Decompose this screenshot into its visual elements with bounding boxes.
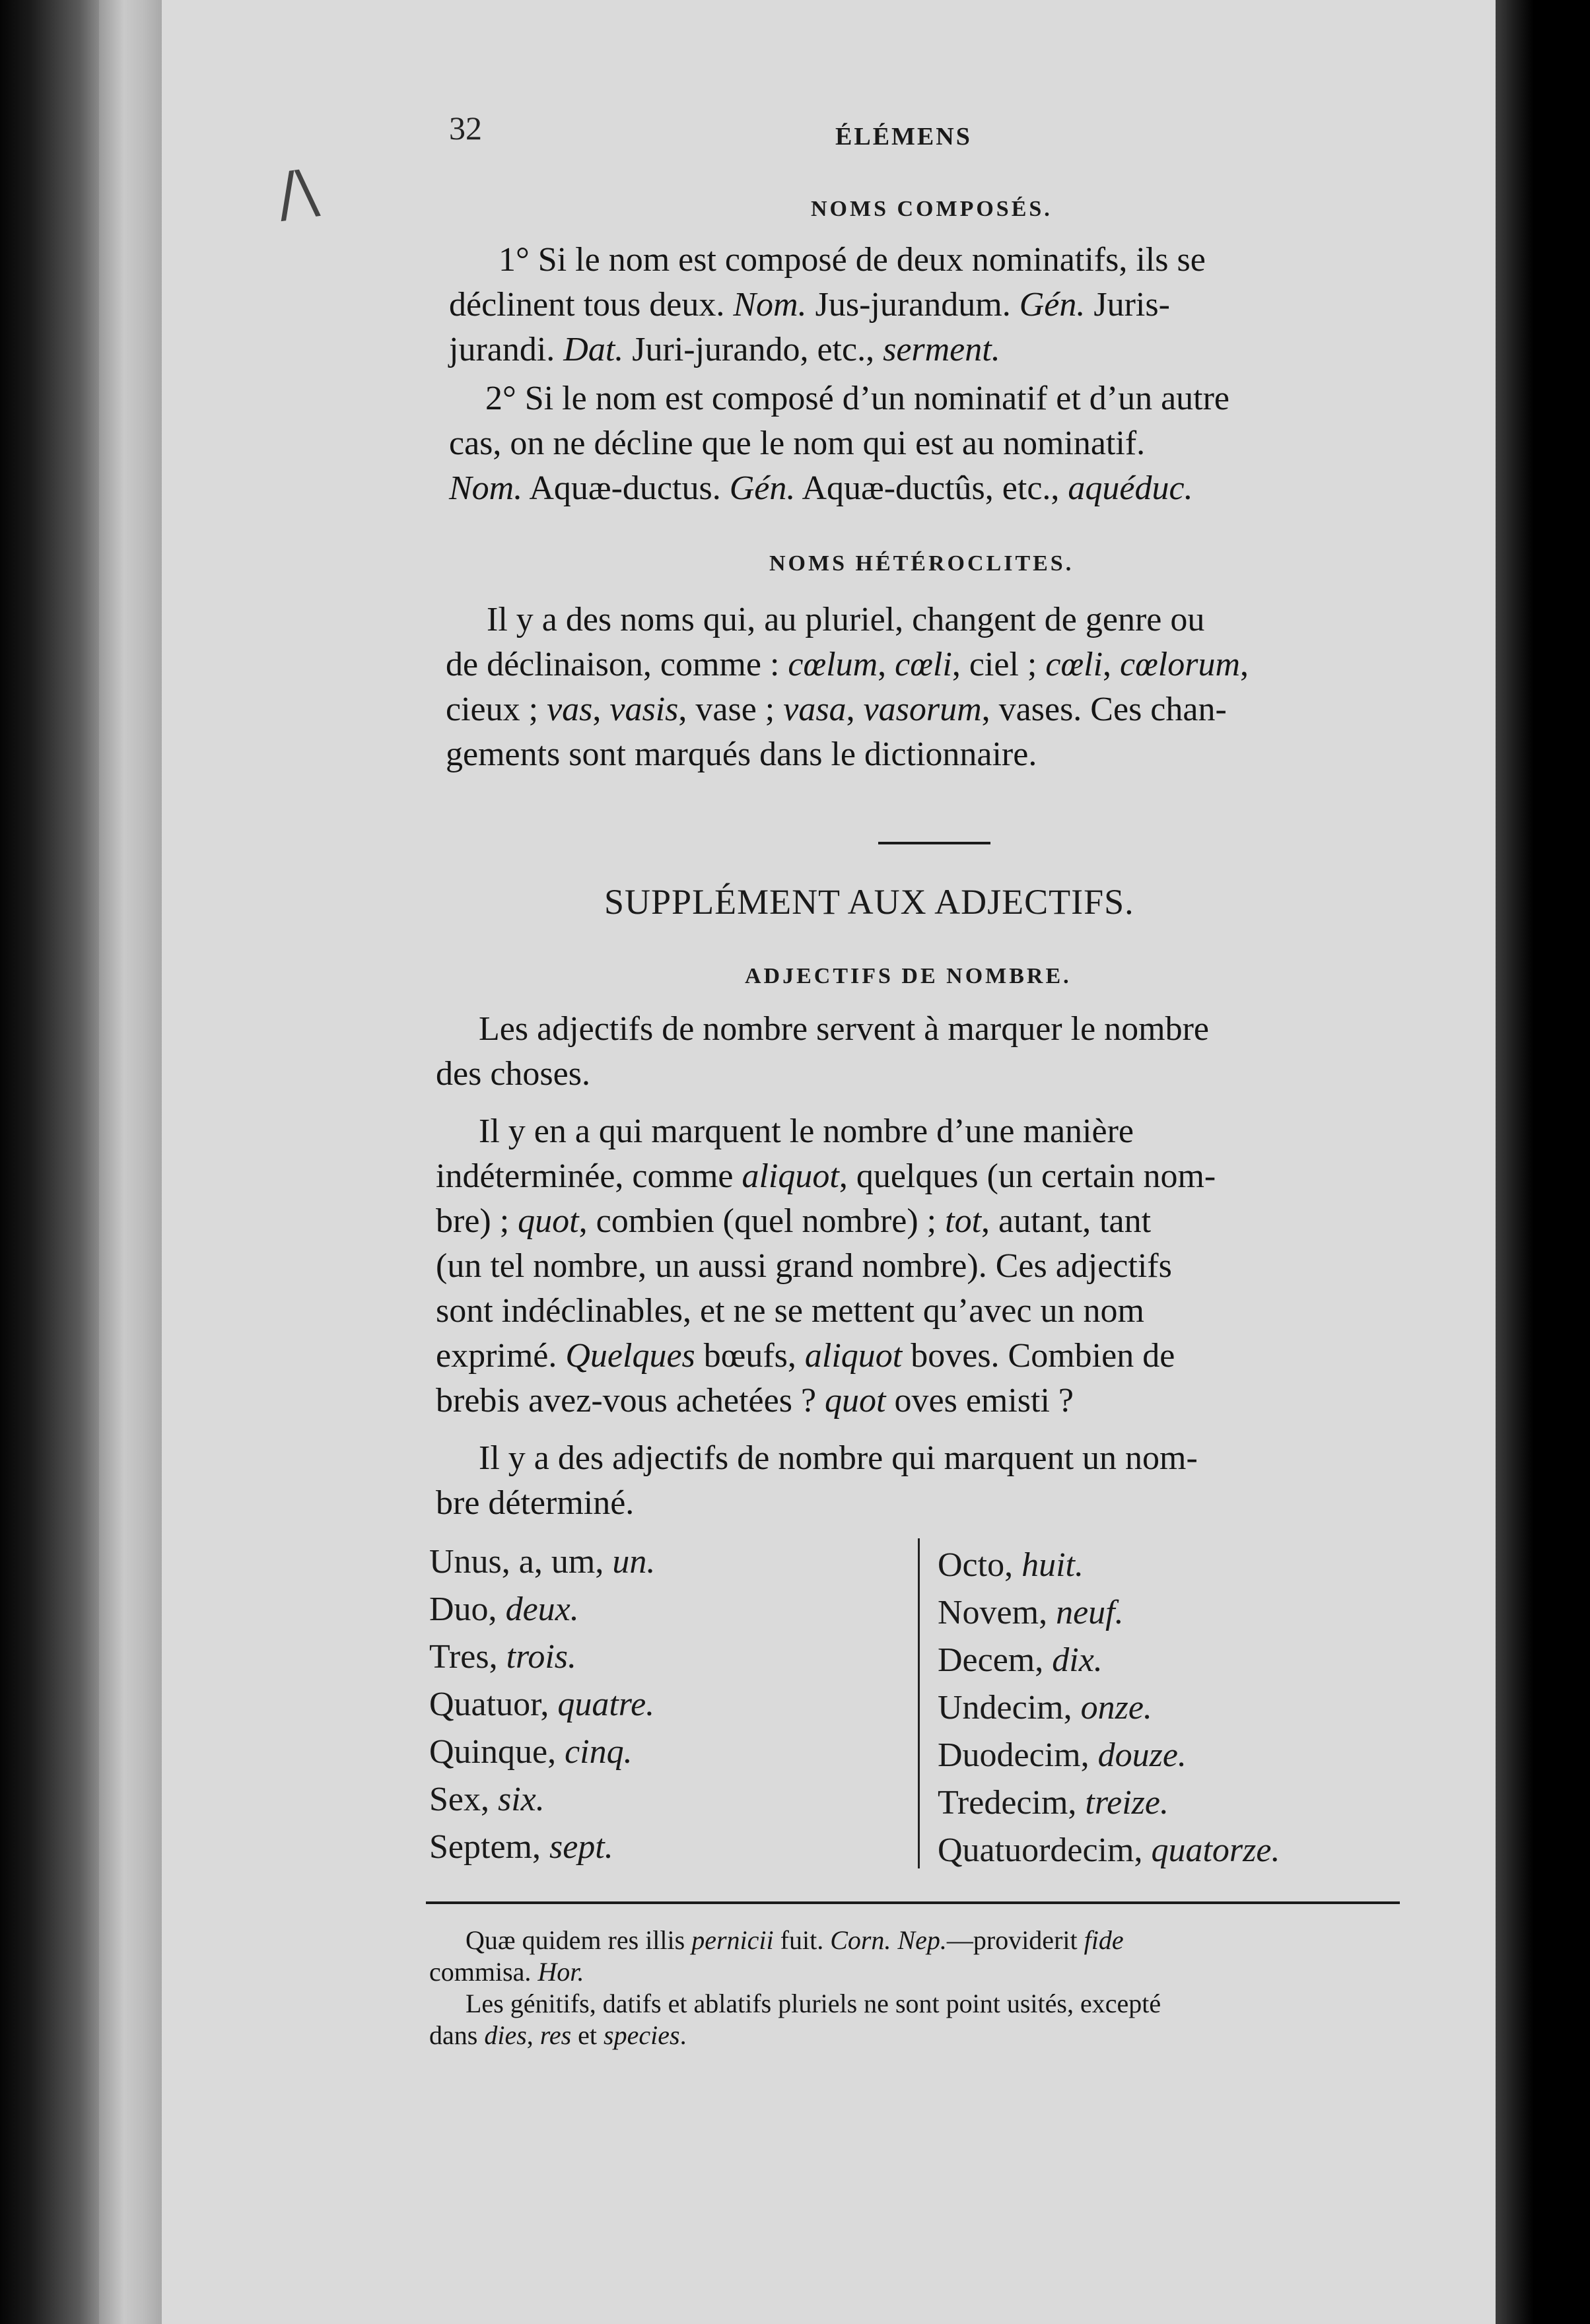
text-line [436, 1154, 1420, 1199]
number-row [429, 1633, 655, 1681]
text-span: Jus-jurandum. [806, 286, 1020, 324]
text-line: sont indéclinables, et ne se mettent qu’avec un nom [436, 1292, 1144, 1330]
text-span: —providerit [946, 1925, 1084, 1955]
text-span: Juri-jurando, etc., [623, 331, 883, 368]
text-span: , [526, 2020, 540, 2050]
number-row [938, 1637, 1280, 1684]
text-line [449, 327, 1426, 372]
heading-adjectifs-de-nombre: ADJECTIFS DE NOMBRE. [745, 964, 1072, 988]
text-span: dans [429, 2020, 485, 2050]
italic-span: quot [825, 1382, 886, 1419]
latin-word: Unus, a, um, [429, 1543, 613, 1581]
text-span: commisa. [429, 1957, 538, 1987]
french-word: treize. [1085, 1784, 1169, 1822]
french-word: six. [498, 1781, 545, 1818]
text-line [449, 466, 1426, 511]
scan-right-border [1496, 0, 1590, 2324]
text-line: cas, on ne décline que le nom qui est au nominatif. [449, 425, 1146, 462]
italic-span: Corn. Nep. [830, 1925, 947, 1955]
italic-span: cœli [895, 646, 952, 683]
paragraph-adjectifs-1 [436, 1007, 1420, 1097]
text-line: (un tel nombre, un aussi grand nombre). Ces adjectifs [436, 1247, 1172, 1285]
french-word: huit. [1021, 1546, 1084, 1584]
text-line: gements sont marqués dans le dictionnaire. [446, 735, 1037, 773]
text-line: 1° Si le nom est composé de deux nominatifs, ils se [499, 241, 1206, 279]
latin-word: Septem, [429, 1828, 549, 1866]
latin-word: Tredecim, [938, 1784, 1086, 1822]
french-word: neuf. [1056, 1594, 1124, 1631]
french-word: un. [612, 1543, 656, 1581]
number-row [938, 1684, 1280, 1732]
text-span: . [679, 2020, 687, 2050]
italic-span: vas [547, 691, 593, 728]
latin-word: Sex, [429, 1781, 498, 1818]
text-span: exprimé. [436, 1337, 566, 1375]
text-span: , ciel ; [951, 646, 1046, 683]
number-row [429, 1681, 655, 1728]
number-row [429, 1728, 655, 1776]
text-span: indéterminée, comme [436, 1157, 742, 1195]
italic-span: Nom. [733, 286, 807, 324]
french-word: dix. [1052, 1641, 1103, 1679]
text-span: , vases. Ces chan- [981, 691, 1227, 728]
text-span: cieux ; [446, 691, 547, 728]
text-line: 2° Si le nom est composé d’un nominatif et d’un autre [485, 380, 1230, 417]
italic-span: res [539, 2020, 572, 2050]
italic-span: vasorum [863, 691, 982, 728]
number-row [938, 1732, 1280, 1779]
page-number: 32 [449, 110, 482, 147]
text-span: , quelques (un certain nom- [839, 1157, 1216, 1195]
latin-word: Duo, [429, 1590, 506, 1628]
italic-span: cœlum [788, 646, 878, 683]
text-span: Quæ quidem res illis [466, 1925, 692, 1955]
latin-word: Decem, [938, 1641, 1053, 1679]
italic-span: pernicii [691, 1925, 774, 1955]
footnote-line [429, 1925, 1400, 1956]
italic-span: species [604, 2020, 680, 2050]
latin-word: Quinque, [429, 1733, 565, 1771]
running-head: ÉLÉMENS [835, 123, 972, 151]
text-line: des choses. [436, 1055, 590, 1093]
french-word: onze. [1080, 1689, 1152, 1726]
paragraph-adjectifs-3 [436, 1436, 1420, 1526]
text-span: fuit. [773, 1925, 831, 1955]
text-span: , [846, 691, 864, 728]
heading-noms-composes: NOMS COMPOSÉS. [811, 197, 1053, 221]
book-spine [99, 0, 164, 2324]
latin-word: Quatuordecim, [938, 1831, 1152, 1869]
text-span: boves. Combien de [902, 1337, 1175, 1375]
text-span: Juris- [1085, 286, 1170, 324]
section-title-supplement: SUPPLÉMENT AUX ADJECTIFS. [604, 882, 1134, 922]
text-span: oves emisti ? [885, 1382, 1074, 1419]
text-span: Aquæ-ductus. [522, 469, 730, 507]
italic-span: serment. [883, 331, 1000, 368]
text-span: jurandi. [449, 331, 564, 368]
footnote-line [429, 2020, 1400, 2051]
french-word: sept. [549, 1828, 613, 1866]
latin-word: Duodecim, [938, 1736, 1098, 1774]
italic-span: Quelques [565, 1337, 695, 1375]
footnote-line [429, 1956, 1400, 1988]
paragraph-adjectifs-2 [436, 1109, 1420, 1423]
text-span: , autant, tant [981, 1202, 1152, 1240]
french-word: cinq. [565, 1733, 633, 1771]
number-row [429, 1824, 655, 1871]
italic-span: Hor. [537, 1957, 584, 1987]
number-row [938, 1827, 1280, 1874]
text-span: , [878, 646, 895, 683]
french-word: douze. [1097, 1736, 1187, 1774]
latin-word: Octo, [938, 1546, 1022, 1584]
latin-word: Undecim, [938, 1689, 1081, 1726]
text-line: Il y a des adjectifs de nombre qui marquent un nom- [479, 1439, 1198, 1477]
number-row [938, 1779, 1280, 1827]
heading-noms-heteroclites: NOMS HÉTÉROCLITES. [769, 551, 1074, 576]
text-line: Il y en a qui marquent le nombre d’une manière [479, 1112, 1134, 1150]
text-span: bœufs, [695, 1337, 805, 1375]
text-line: Les adjectifs de nombre servent à marquer le nombre [479, 1010, 1209, 1048]
text-span: déclinent tous deux. [449, 286, 734, 324]
text-span: brebis avez-vous achetées ? [436, 1382, 825, 1419]
paragraph-composes-2 [449, 376, 1426, 511]
french-word: deux. [505, 1590, 579, 1628]
italic-span: aliquot [742, 1157, 839, 1195]
number-row [938, 1542, 1280, 1589]
italic-span: Gén. [1019, 286, 1086, 324]
text-line: bre déterminé. [436, 1484, 635, 1522]
italic-span: Nom. [449, 469, 523, 507]
french-word: trois. [506, 1638, 577, 1676]
text-span: , combien (quel nombre) ; [578, 1202, 946, 1240]
text-line [436, 1199, 1420, 1244]
footnotes [429, 1925, 1400, 2051]
text-span: et [571, 2020, 604, 2050]
italic-span: aliquot [804, 1337, 903, 1375]
text-line [449, 283, 1426, 327]
text-span: Aquæ-ductûs, etc., [795, 469, 1068, 507]
number-row [429, 1538, 655, 1586]
french-word: quatorze. [1151, 1831, 1280, 1869]
margin-pencil-mark: /\ [272, 156, 322, 230]
italic-span: quot [518, 1202, 579, 1240]
text-line [436, 1334, 1420, 1379]
paragraph-heteroclites [446, 598, 1426, 777]
numbers-column-right [938, 1542, 1280, 1874]
text-span: , vase ; [678, 691, 784, 728]
italic-span: cœli [1045, 646, 1103, 683]
italic-span: cœlorum [1120, 646, 1241, 683]
italic-span: fide [1084, 1925, 1124, 1955]
french-word: quatre. [557, 1686, 655, 1723]
number-row [429, 1776, 655, 1824]
text-span: , [592, 691, 610, 728]
number-row [938, 1589, 1280, 1637]
section-divider [878, 842, 990, 844]
italic-span: vasa [783, 691, 847, 728]
italic-span: vasis [609, 691, 679, 728]
column-divider [918, 1538, 920, 1868]
text-line [436, 1379, 1420, 1423]
footnote-line: Les génitifs, datifs et ablatifs pluriels ne sont point usités, excepté [466, 1989, 1161, 2018]
italic-span: aquéduc. [1068, 469, 1193, 507]
latin-word: Tres, [429, 1638, 506, 1676]
text-span: , [1103, 646, 1121, 683]
text-span: , [1240, 646, 1249, 683]
text-line [446, 687, 1426, 732]
text-span: bre) ; [436, 1202, 518, 1240]
latin-word: Quatuor, [429, 1686, 558, 1723]
italic-span: tot [945, 1202, 982, 1240]
latin-word: Novem, [938, 1594, 1056, 1631]
text-span: de déclinaison, comme : [446, 646, 788, 683]
italic-span: dies [484, 2020, 527, 2050]
italic-span: Dat. [563, 331, 624, 368]
numbers-column-left [429, 1538, 655, 1871]
footnote-rule [426, 1901, 1400, 1904]
number-row [429, 1586, 655, 1633]
paragraph-composes-1 [449, 238, 1426, 372]
scan-left-border [0, 0, 99, 2324]
text-line [446, 642, 1426, 687]
italic-span: Gén. [729, 469, 796, 507]
text-line: Il y a des noms qui, au pluriel, changent de genre ou [487, 601, 1205, 638]
